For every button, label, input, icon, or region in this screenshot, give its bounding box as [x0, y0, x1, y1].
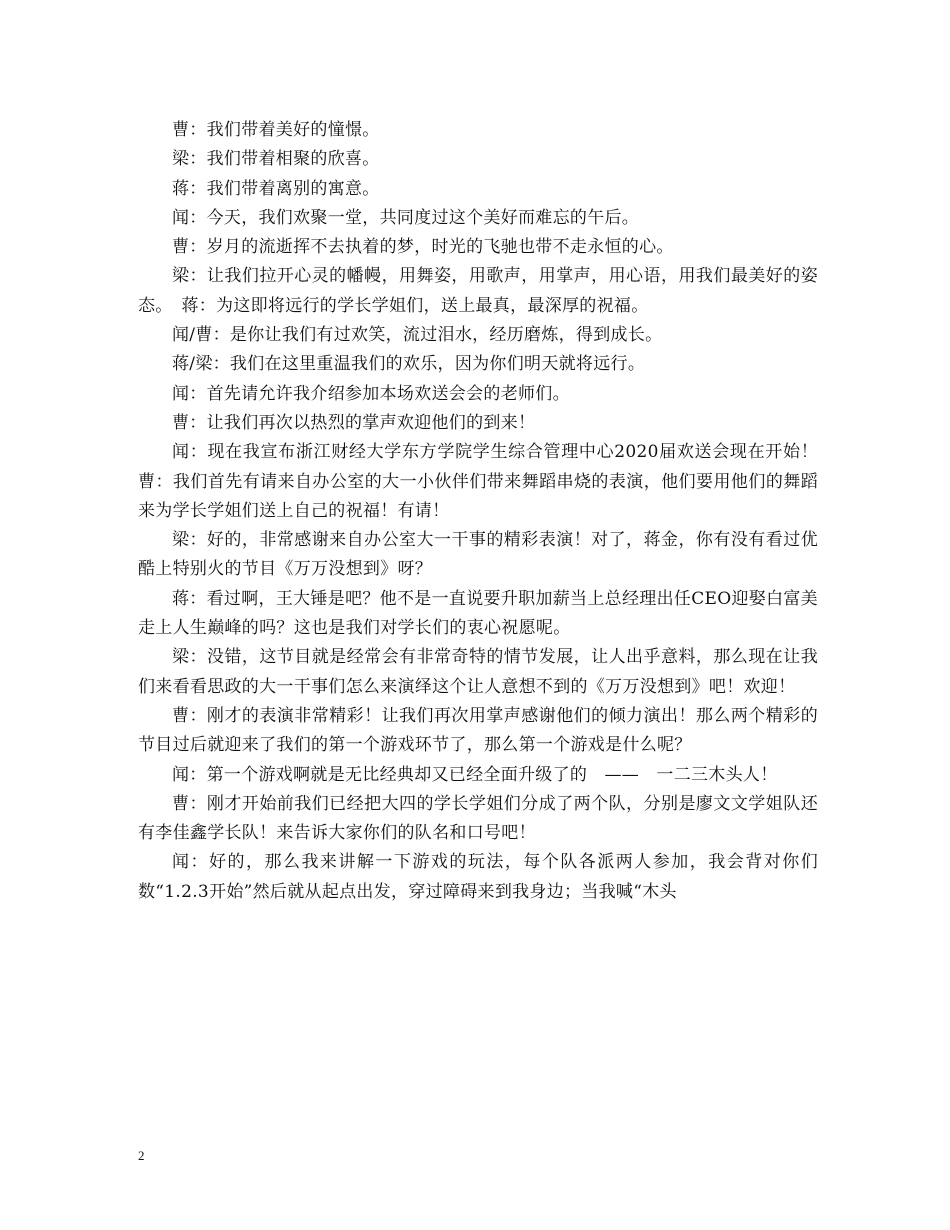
- paragraph: 曹：刚才的表演非常精彩！让我们再次用掌声感谢他们的倾力演出！那么两个精彩的节目过后就迎来了我们的第一个游戏环节了，那么第一个游戏是什么呢？: [138, 705, 818, 756]
- page-number: 2: [138, 1148, 145, 1163]
- paragraph: 闻：好的，那么我来讲解一下游戏的玩法，每个队各派两人参加，我会背对你们数“1.2.3开始”然后就从起点出发，穿过障碍来到我身边；当我喊“木头: [138, 852, 818, 902]
- paragraph: 蒋：看过啊，王大锤是吧？他不是一直说要升职加薪当上总经理出任CEO迎娶白富美走上人生巅峰的吗？这也是我们对学长们的衷心祝愿呢。: [138, 588, 818, 639]
- paragraph: 梁：我们带着相聚的欣喜。: [172, 149, 380, 170]
- paragraph: 曹：我们带着美好的憧憬。: [172, 120, 380, 140]
- paragraph: 闻：现在我宣布浙江财经大学东方学院学生综合管理中心2020届欢送会现在开始！ 曹：我们首先有请来自办公室的大一小伙伴们带来舞蹈串烧的表演，他们要用他们的舞蹈来为学长学姐们送上自己的祝福！有请！: [138, 442, 836, 521]
- paragraph: 曹：岁月的流逝挥不去执着的梦，时光的飞驰也带不走永恒的心。: [172, 237, 674, 258]
- paragraph: 梁：好的，非常感谢来自办公室大一干事的精彩表演！对了，蒋金，你有没有看过优酷上特别火的节目《万万没想到》呀？: [138, 530, 818, 580]
- paragraph: 蒋：我们带着离别的寓意。: [172, 178, 380, 199]
- document-body: [138, 116, 836, 907]
- paragraph: 闻/曹：是你让我们有过欢笑，流过泪水，经历磨炼，得到成长。: [172, 325, 663, 346]
- paragraph: 曹：刚才开始前我们已经把大四的学长学姐们分成了两个队，分别是廖文文学姐队还有李佳鑫学长队！来告诉大家你们的队名和口号吧！: [138, 793, 818, 844]
- paragraph: 闻：第一个游戏啊就是无比经典却又已经全面升级了的 —— 一二三木头人！: [172, 764, 778, 785]
- paragraph: 梁：让我们拉开心灵的幡幔，用舞姿，用歌声，用掌声，用心语，用我们最美好的姿态。 蒋：为这即将远行的学长学姐们，送上最真，最深厚的祝福。: [138, 266, 818, 316]
- paragraph: 闻：今天，我们欢聚一堂，共同度过这个美好而难忘的午后。: [172, 207, 640, 228]
- paragraph: 曹：让我们再次以热烈的掌声欢迎他们的到来！: [172, 412, 536, 433]
- paragraph: 蒋/梁：我们在这里重温我们的欢乐，因为你们明天就将远行。: [172, 354, 646, 375]
- paragraph: 闻：首先请允许我介绍参加本场欢送会会的老师们。: [172, 383, 570, 404]
- paragraph: 梁：没错，这节目就是经常会有非常奇特的情节发展，让人出乎意料，那么现在让我们来看看思政的大一干事们怎么来演绎这个让人意想不到的《万万没想到》吧！欢迎！: [138, 647, 818, 697]
